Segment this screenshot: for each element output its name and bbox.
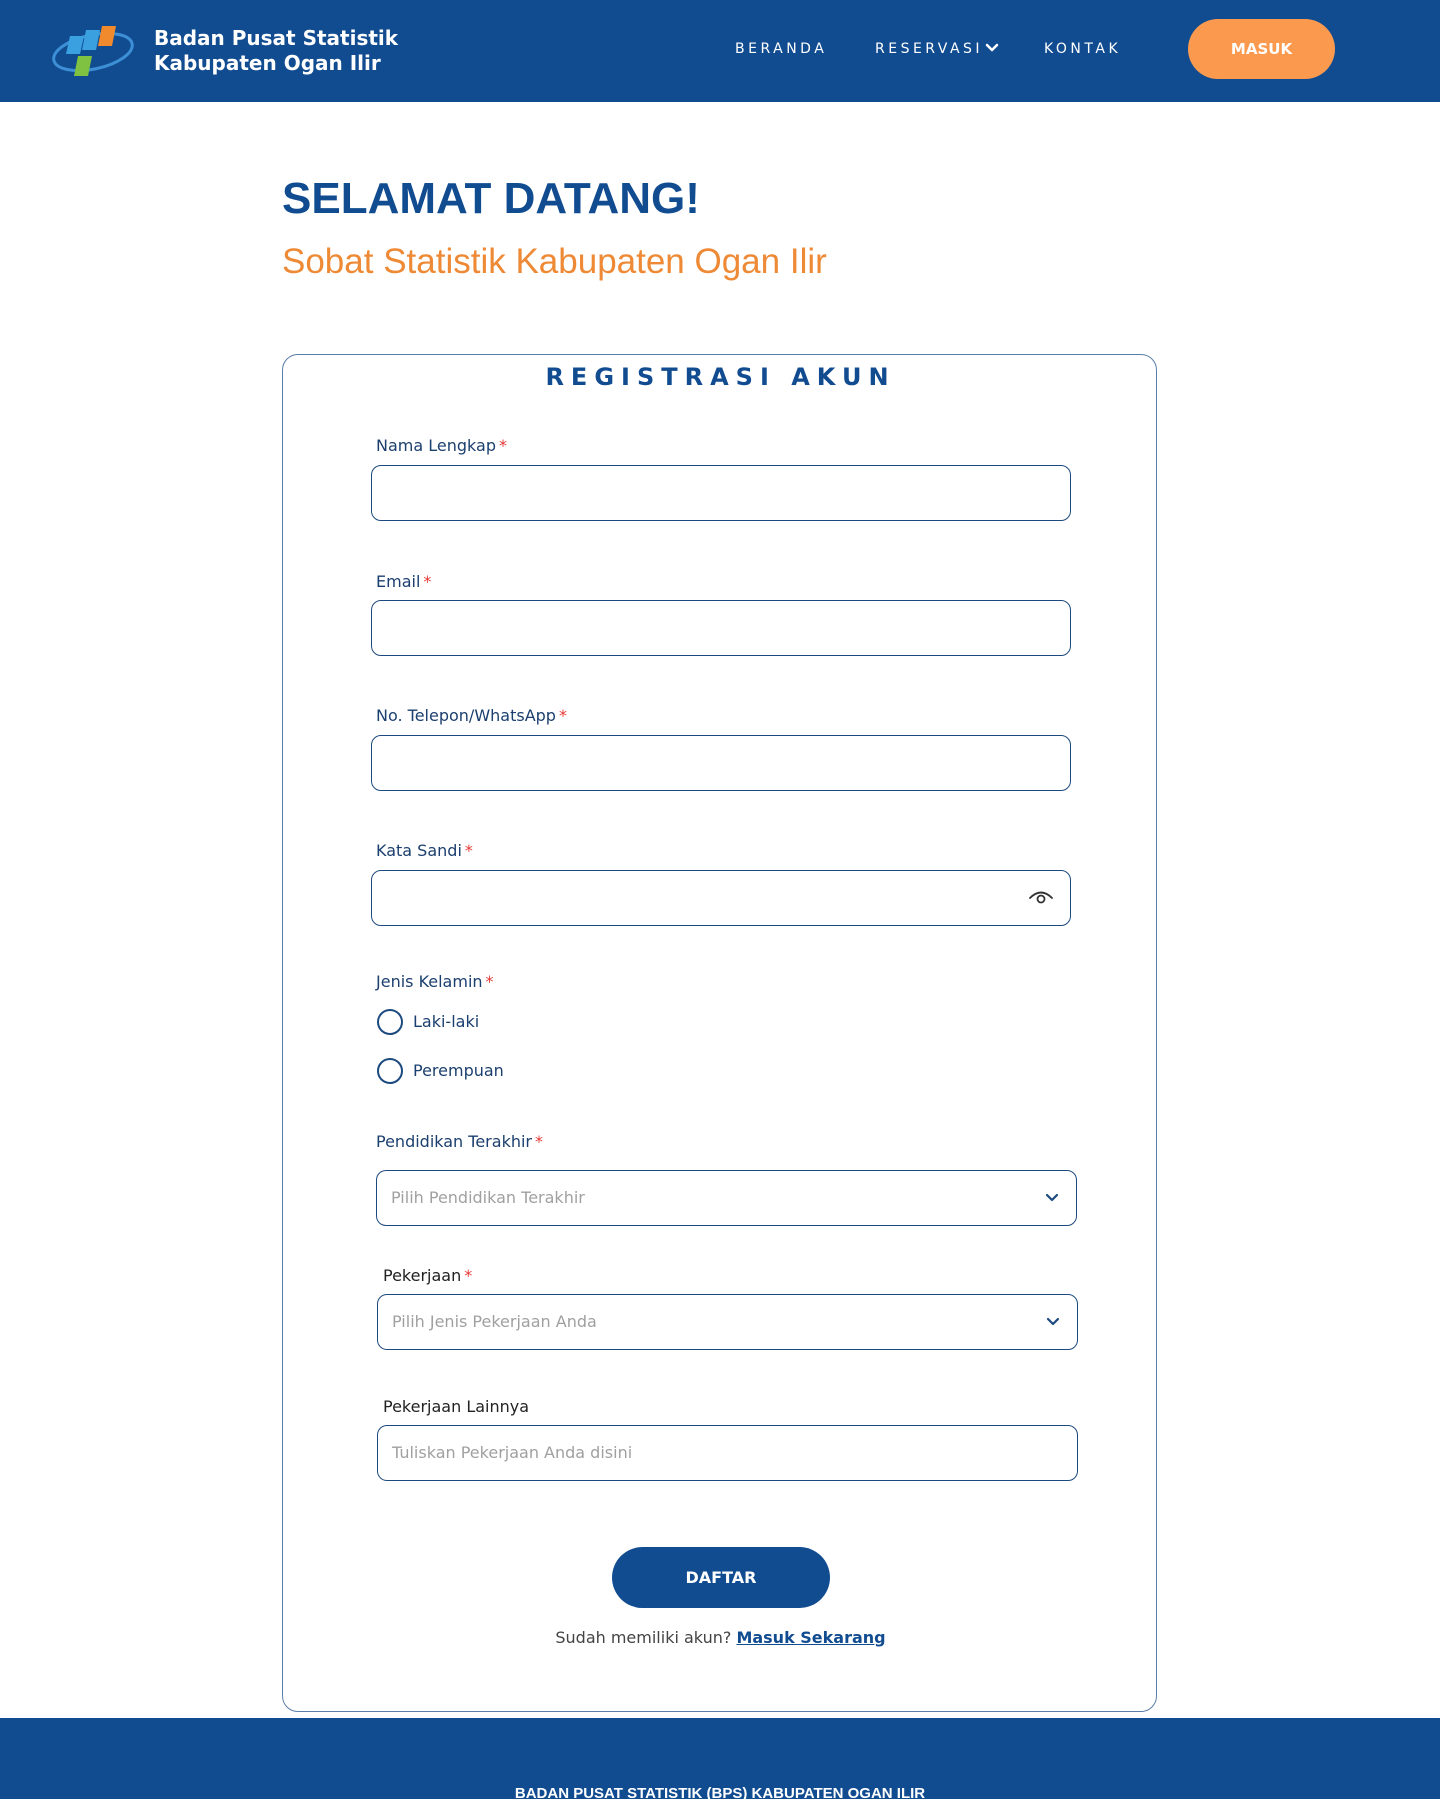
phone-label <box>376 705 567 727</box>
email-input[interactable] <box>371 600 1071 656</box>
page-title: SELAMAT DATANG! <box>282 174 700 223</box>
form-title: REGISTRASI AKUN <box>545 363 896 391</box>
site-footer <box>0 1718 1440 1802</box>
education-label-text: Pendidikan Terakhir <box>376 1132 532 1151</box>
radio-male-label[interactable]: Laki-laki <box>413 1012 480 1031</box>
required-mark: * <box>498 436 507 455</box>
chevron-down-icon <box>1044 1191 1060 1205</box>
required-mark: * <box>485 972 494 991</box>
email-label-text: Email <box>376 572 421 591</box>
required-mark: * <box>558 706 567 725</box>
login-now-link[interactable]: Masuk Sekarang <box>736 1628 886 1647</box>
footer-title: BADAN PUSAT STATISTIK (BPS) KABUPATEN OGAN ILIR <box>514 1785 926 1802</box>
education-select[interactable] <box>376 1170 1077 1226</box>
required-mark: * <box>464 841 473 860</box>
login-prompt-text: Sudah memiliki akun? <box>555 1628 732 1647</box>
required-mark: * <box>464 1266 473 1285</box>
site-header <box>0 0 1440 102</box>
name-label-text: Nama Lengkap <box>376 436 496 455</box>
password-label-text: Kata Sandi <box>376 841 462 860</box>
occupation-other-label: Pekerjaan Lainnya <box>383 1397 530 1416</box>
password-input[interactable] <box>371 870 1071 926</box>
register-button[interactable]: DAFTAR <box>612 1547 830 1608</box>
gender-label <box>376 971 494 993</box>
required-mark: * <box>423 572 432 591</box>
bps-logo-icon[interactable] <box>50 16 136 82</box>
brand-line2: Kabupaten Ogan Ilir <box>154 51 381 75</box>
occupation-placeholder: Pilih Jenis Pekerjaan Anda <box>392 1312 597 1331</box>
email-label <box>376 571 431 593</box>
occupation-other-input[interactable] <box>377 1425 1078 1481</box>
name-label <box>376 435 507 457</box>
nav-reservasi-label: RESERVASI <box>875 41 984 57</box>
phone-label-text: No. Telepon/WhatsApp <box>376 706 556 725</box>
name-input[interactable] <box>371 465 1071 521</box>
password-label <box>376 840 473 862</box>
occupation-label-text: Pekerjaan <box>383 1266 462 1285</box>
occupation-select[interactable] <box>377 1294 1078 1350</box>
phone-input[interactable] <box>371 735 1071 791</box>
page-subtitle: Sobat Statistik Kabupaten Ogan Ilir <box>282 242 827 281</box>
education-label <box>376 1131 543 1153</box>
radio-female-label[interactable]: Perempuan <box>413 1061 504 1080</box>
radio-male[interactable] <box>377 1009 403 1035</box>
login-button[interactable]: MASUK <box>1188 19 1335 79</box>
required-mark: * <box>535 1132 543 1151</box>
registration-card <box>282 354 1157 1712</box>
brand-line1: Badan Pusat Statistik <box>154 26 399 50</box>
radio-female[interactable] <box>377 1058 403 1084</box>
education-placeholder: Pilih Pendidikan Terakhir <box>391 1188 585 1207</box>
gender-label-text: Jenis Kelamin <box>376 972 483 991</box>
occupation-label <box>383 1265 472 1287</box>
nav-beranda[interactable]: BERANDA <box>735 41 828 57</box>
chevron-down-icon <box>1045 1315 1061 1329</box>
nav-reservasi[interactable] <box>875 41 999 57</box>
brand-name[interactable] <box>154 26 398 76</box>
chevron-down-icon <box>985 43 999 53</box>
nav-kontak[interactable]: KONTAK <box>1044 41 1122 57</box>
eye-icon[interactable] <box>1028 887 1054 907</box>
occupation-other-placeholder: Tuliskan Pekerjaan Anda disini <box>392 1443 633 1462</box>
login-prompt <box>283 1627 1158 1649</box>
